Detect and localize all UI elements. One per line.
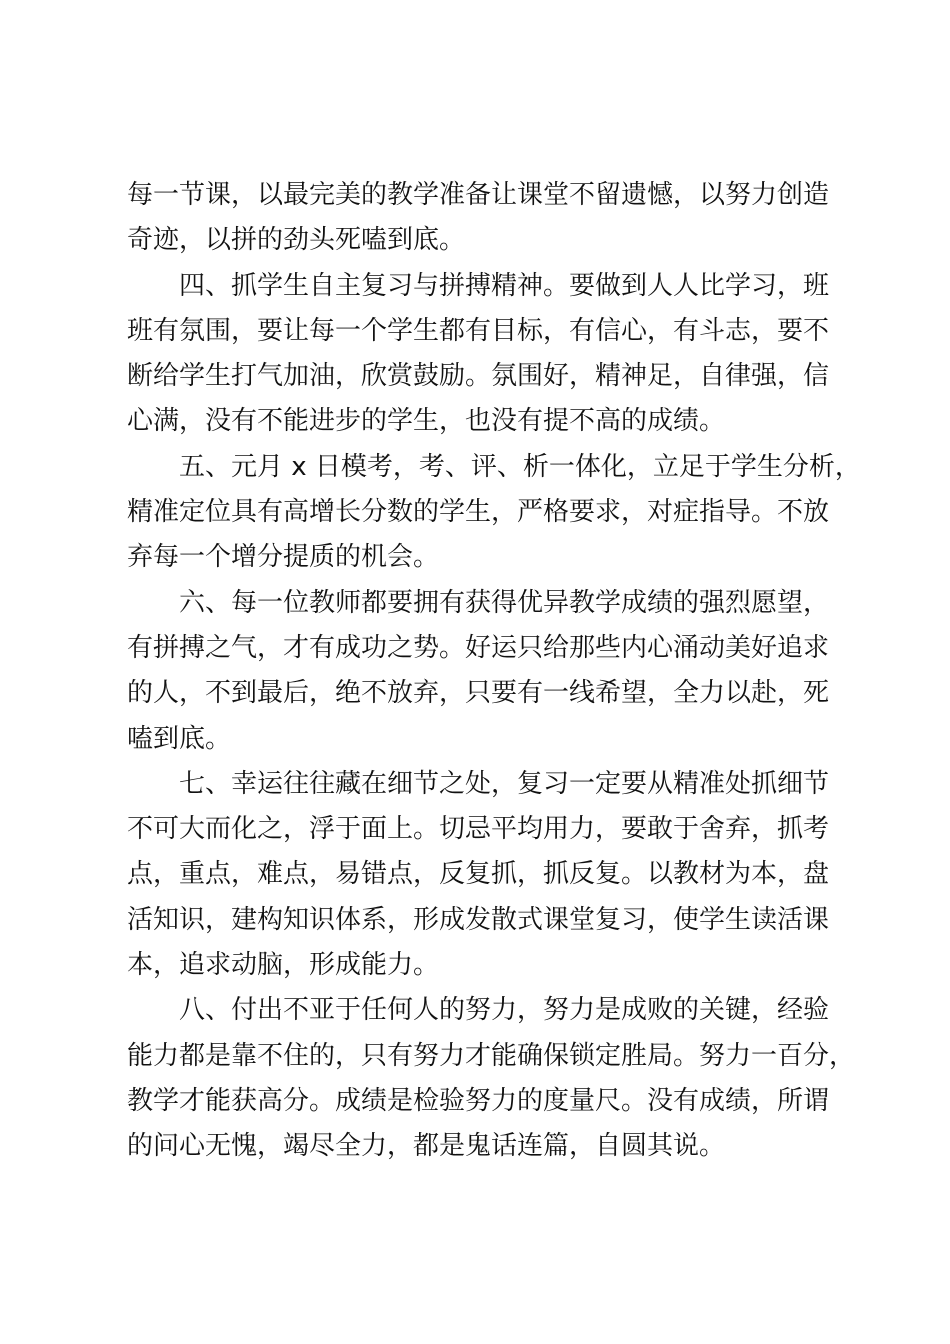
text-line: 的问心无愧，竭尽全力，都是鬼话连篇，自圆其说。 xyxy=(127,1131,726,1162)
text-line: 活知识，建构知识体系，形成发散式课堂复习，使学生读活课 xyxy=(127,904,830,935)
text-line: 弃每一个增分提质的机会。 xyxy=(127,542,440,573)
text-line: 七、幸运往往藏在细节之处，复习一定要从精准处抓细节 xyxy=(179,768,830,799)
text-line: 点，重点，难点，易错点，反复抓，抓反复。以教材为本，盘 xyxy=(127,859,830,890)
paragraph-item-7 xyxy=(127,762,837,988)
paragraph-continuation xyxy=(127,173,837,264)
text-line: 嗑到底。 xyxy=(127,723,232,754)
text-line: 教学才能获高分。成绩是检验努力的度量尺。没有成绩，所谓 xyxy=(127,1085,830,1116)
text-line: 精准定位具有高增长分数的学生，严格要求，对症指导。不放 xyxy=(127,497,830,528)
text-line: 断给学生打气加油，欣赏鼓励。氛围好，精神足，自律强，信 xyxy=(127,361,830,392)
text-line: 本，追求动脑，形成能力。 xyxy=(127,950,440,981)
text-line: 每一节课，以最完美的教学准备让课堂不留遗憾，以努力创造 xyxy=(127,180,830,210)
text-line: 六、每一位教师都要拥有获得优异教学成绩的强烈愿望， xyxy=(179,587,830,618)
paragraph-item-4 xyxy=(127,264,837,445)
text-line: 能力都是靠不住的，只有努力才能确保锁定胜局。努力一百分， xyxy=(127,1040,856,1071)
paragraph-item-5 xyxy=(127,445,861,581)
text-line: 不可大而化之，浮于面上。切忌平均用力，要敢于舍弃，抓考 xyxy=(127,814,830,845)
text-line: 心满，没有不能进步的学生，也没有提不高的成绩。 xyxy=(127,406,726,437)
text-line: 班有氛围，要让每一个学生都有目标，有信心，有斗志，要不 xyxy=(127,315,830,346)
paragraph-item-8 xyxy=(127,988,856,1169)
text-line: 八、付出不亚于任何人的努力，努力是成败的关键，经验 xyxy=(179,995,830,1026)
document-body xyxy=(127,173,861,1170)
text-line: 四、抓学生自主复习与拼搏精神。要做到人人比学习，班 xyxy=(179,270,830,301)
text-line: 奇迹，以拼的劲头死嗑到底。 xyxy=(127,225,466,256)
text-line: 五、元月 x 日模考，考、评、析一体化，立足于学生分析， xyxy=(179,451,861,482)
text-line: 有拼搏之气，才有成功之势。好运只给那些内心涌动美好追求 xyxy=(127,632,830,663)
text-line: 的人，不到最后，绝不放弃，只要有一线希望，全力以赴，死 xyxy=(127,678,830,709)
paragraph-item-6 xyxy=(127,581,837,762)
